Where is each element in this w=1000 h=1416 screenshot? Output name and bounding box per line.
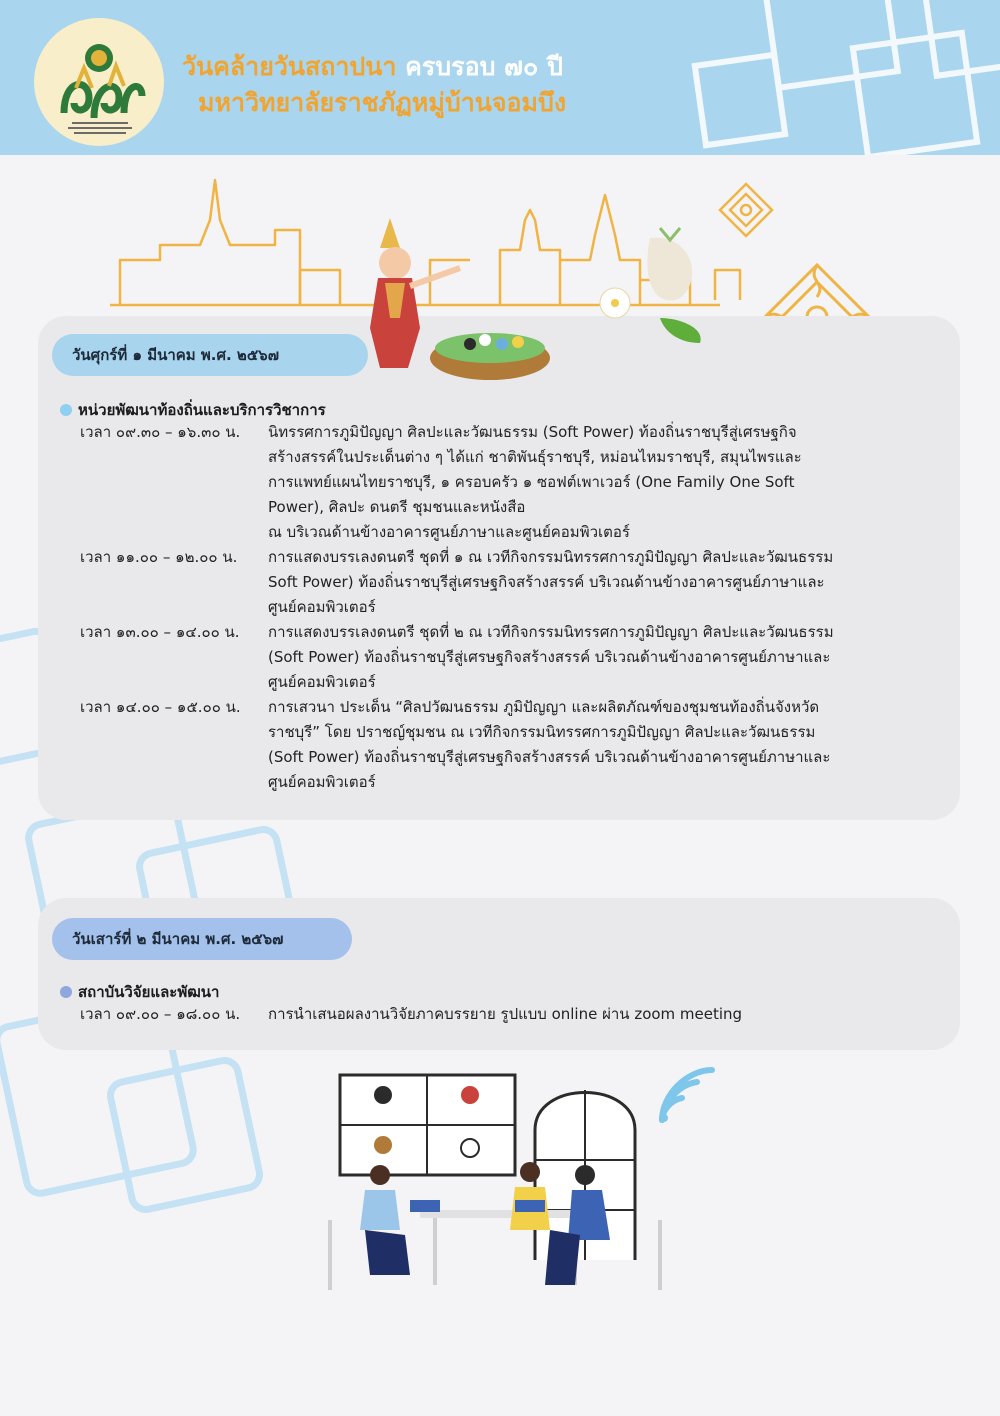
schedule-description: การแสดงบรรเลงดนตรี ชุดที่ ๑ ณ เวทีกิจกรรมนิทรรศการภูมิปัญญา ศิลปะและวัฒนธรรม Soft Power) ท้องถิ่นราชบุรีสู่เศรษฐกิจสร้างสรรค์ บริเวณด้านข้างอาคารศูนย์ภาษาและ ศูนย์คอมพิวเตอร์	[268, 548, 834, 616]
university-logo	[34, 18, 164, 146]
day1-section-heading	[60, 398, 326, 422]
schedule-item	[80, 1002, 940, 1027]
thai-dancer-illustration	[360, 208, 730, 388]
day1-label-pill: วันศุกร์ที่ ๑ มีนาคม พ.ศ. ๒๕๖๗	[52, 334, 368, 376]
bullet-dot-icon	[60, 404, 72, 416]
schedule-item	[80, 620, 940, 695]
schedule-description: นิทรรศการภูมิปัญญา ศิลปะและวัฒนธรรม (Soft Power) ท้องถิ่นราชบุรีสู่เศรษฐกิจ สร้างสรรค์ในประเด็นต่าง ๆ ได้แก่ ชาติพันธุ์ราชบุรี, หม่อนไหมราชบุรี, สมุนไพรและ การแพทย์แผนไทยราชบุรี, ๑ ครอบครัว ๑ ซอฟต์เพาเวอร์ (One Family One Soft Power), ศิลปะ ดนตรี ชุมชนและหนังสือ ณ บริเวณด้านข้างอาคารศูนย์ภาษาและศูนย์คอมพิวเตอร์	[268, 423, 802, 541]
title-anniversary-text: วันคล้ายวันสถาปนา	[182, 52, 397, 81]
title-70-years-text: ครบรอบ ๗๐ ปี	[405, 52, 563, 81]
logo-emblem	[34, 18, 164, 146]
schedule-time: เวลา ๑๓.๐๐ – ๑๔.๐๐ น.	[80, 623, 240, 641]
day2-section-heading	[60, 980, 219, 1004]
day2-schedule-list	[80, 1002, 940, 1027]
schedule-description: การเสวนา ประเด็น “ศิลปวัฒนธรรม ภูมิปัญญา และผลิตภัณฑ์ของชุมชนท้องถิ่นจังหวัด ราชบุรี” โดย ปราชญ์ชุมชน ณ เวทีกิจกรรมนิทรรศการภูมิปัญญา ศิลปะและวัฒนธรรม (Soft Power) ท้องถิ่นราชบุรีสู่เศรษฐกิจสร้างสรรค์ บริเวณด้านข้างอาคารศูนย์ภาษาและ ศูนย์คอมพิวเตอร์	[268, 698, 831, 791]
day2-label-pill: วันเสาร์ที่ ๒ มีนาคม พ.ศ. ๒๕๖๗	[52, 918, 352, 960]
wifi-icon	[652, 1060, 722, 1130]
schedule-item	[80, 545, 940, 620]
schedule-description: การแสดงบรรเลงดนตรี ชุดที่ ๒ ณ เวทีกิจกรรมนิทรรศการภูมิปัญญา ศิลปะและวัฒนธรรม (Soft Power) ท้องถิ่นราชบุรีสู่เศรษฐกิจสร้างสรรค์ บริเวณด้านข้างอาคารศูนย์ภาษาและ ศูนย์คอมพิวเตอร์	[268, 623, 834, 691]
bullet-dot-icon	[60, 986, 72, 998]
schedule-item	[80, 420, 940, 545]
schedule-item	[80, 695, 940, 795]
schedule-time: เวลา ๑๑.๐๐ – ๑๒.๐๐ น.	[80, 548, 238, 566]
schedule-time: เวลา ๑๔.๐๐ – ๑๕.๐๐ น.	[80, 698, 241, 716]
page-title-line2: มหาวิทยาลัยราชภัฏหมู่บ้านจอมบึง	[198, 88, 567, 117]
schedule-description: การนำเสนอผลงานวิจัยภาคบรรยาย รูปแบบ online ผ่าน zoom meeting	[268, 1005, 743, 1023]
day2-section-title: สถาบันวิจัยและพัฒนา	[78, 983, 220, 1001]
schedule-time: เวลา ๐๙.๐๐ – ๑๘.๐๐ น.	[80, 1005, 241, 1023]
header-banner	[0, 0, 1000, 155]
day1-section-title: หน่วยพัฒนาท้องถิ่นและบริการวิชาการ	[78, 401, 326, 419]
page-title-line1	[182, 47, 563, 87]
schedule-time: เวลา ๐๙.๓๐ – ๑๖.๓๐ น.	[80, 423, 241, 441]
day1-schedule-list	[80, 420, 940, 795]
